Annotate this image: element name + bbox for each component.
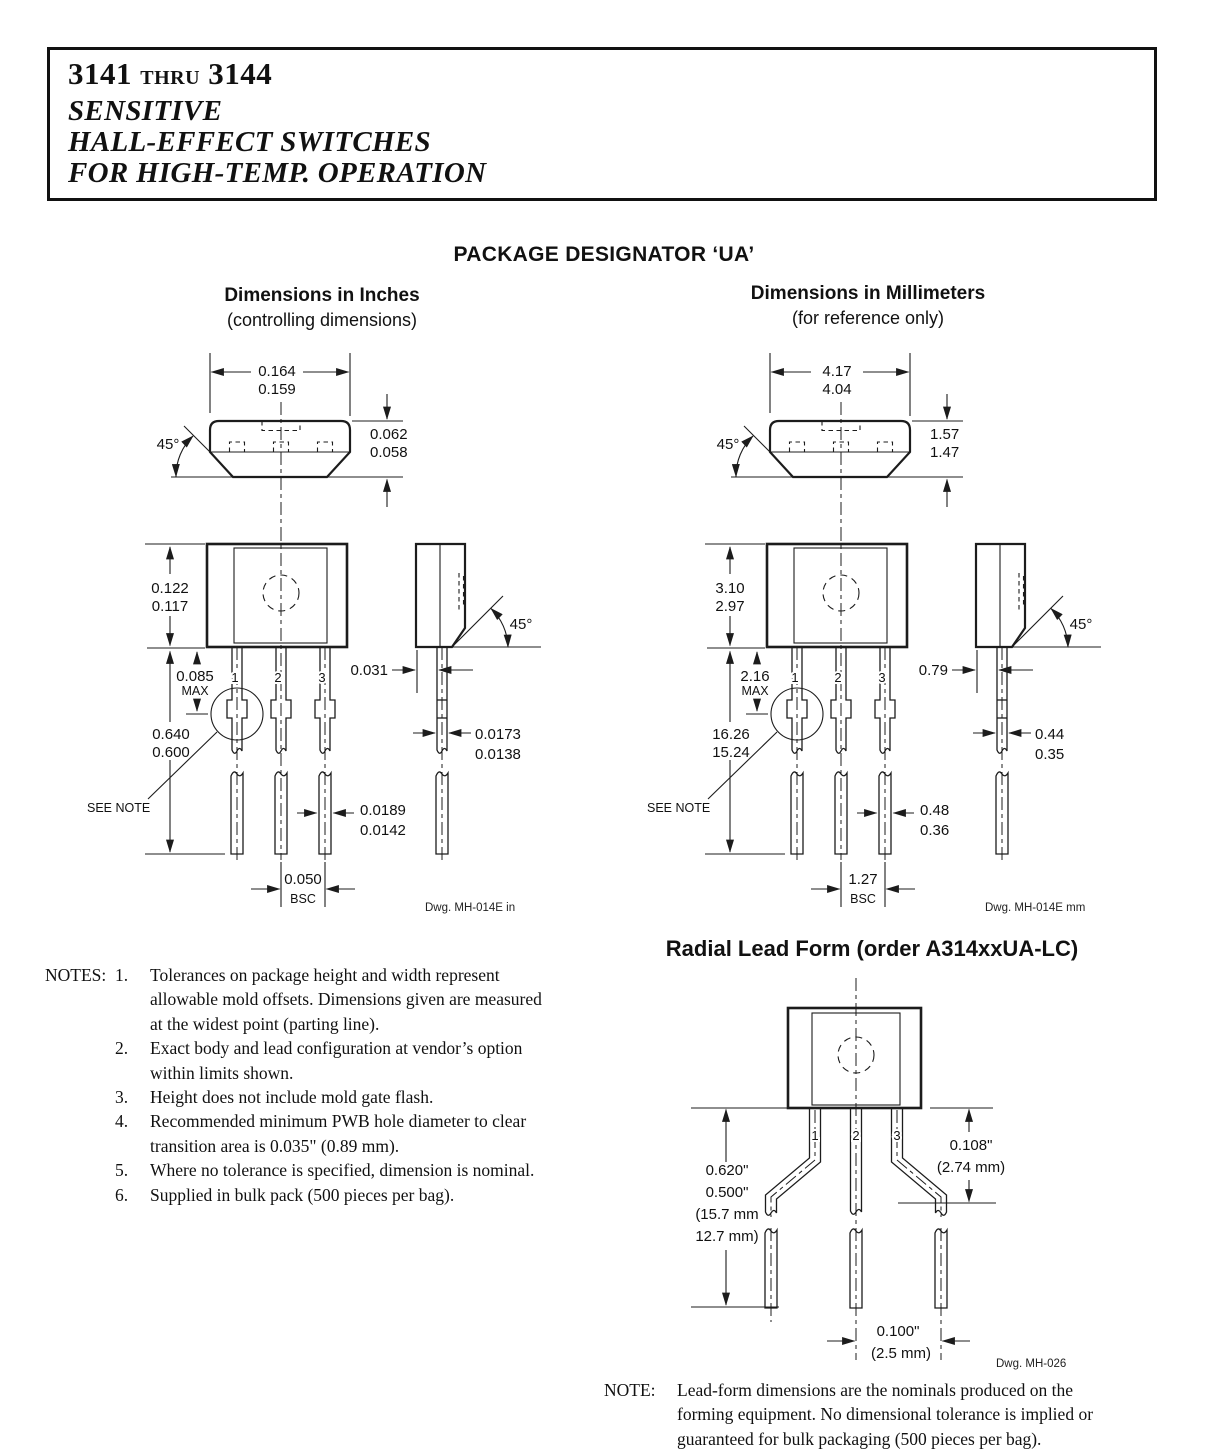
dim-lead-length-min: 0.600	[152, 744, 190, 761]
note-item	[115, 963, 615, 1036]
dim-lead-length-3: 12.7 mm)	[695, 1228, 759, 1245]
dim-width-min: 0.159	[258, 381, 296, 398]
dim-lead-width-min: 0.36	[920, 822, 950, 839]
package-drawing-inches	[75, 350, 555, 925]
dim-transition-max: MAX	[741, 684, 769, 698]
note-text: Where no tolerance is specified, dimension is nominal.	[150, 1160, 535, 1181]
lead1-hidden-mark	[790, 442, 805, 452]
drawing-number-label: Dwg. MH-026	[996, 1358, 1067, 1370]
dim-height-min: 0.117	[151, 598, 189, 615]
dim-transition-value: 0.085	[176, 668, 214, 685]
notes-label: NOTES:	[45, 965, 107, 985]
pin-3-label: 3	[878, 670, 886, 685]
dim-lead-width-max: 0.0189	[360, 802, 406, 819]
lead3-hidden-mark	[878, 442, 893, 452]
note-number: 1.	[115, 965, 129, 985]
dim-lead-length-2: (15.7 mm	[695, 1206, 759, 1223]
angle-arc	[1051, 609, 1068, 648]
inches-subtitle: (controlling dimensions)	[226, 310, 418, 330]
dim-width-min: 4.04	[822, 381, 852, 398]
notes-list	[115, 963, 615, 1207]
chamfer-extension-line	[452, 596, 503, 647]
part-range-start: 3141	[68, 56, 132, 91]
dim-thickness-min: 0.058	[370, 444, 408, 461]
dim-side-angle: 45°	[509, 616, 533, 633]
note-number: 6.	[115, 1184, 129, 1205]
package-top-outline	[210, 421, 350, 477]
note-item	[115, 1109, 615, 1158]
bottom-note	[604, 1378, 1124, 1451]
lead1-upper	[766, 1108, 821, 1215]
inches-title: Dimensions in Inches	[224, 285, 420, 306]
radial-lead-form-drawing	[660, 970, 1130, 1375]
dim-top-angle: 45°	[716, 436, 740, 453]
dim-thickness-max: 0.062	[370, 426, 408, 443]
note-number: 5.	[115, 1160, 129, 1181]
lead3-hidden-mark	[318, 442, 333, 452]
package-body-outline	[788, 1008, 921, 1108]
note-item	[115, 1085, 615, 1109]
note-text: Supplied in bulk pack (500 pieces per bag).	[150, 1184, 455, 1205]
front-view	[647, 528, 949, 907]
title-line-1: SENSITIVE	[68, 95, 223, 127]
dim-top-angle: 45°	[156, 436, 180, 453]
dim-side-angle: 45°	[1069, 616, 1093, 633]
pin-2-label: 2	[834, 670, 842, 685]
package-body-outline	[207, 544, 347, 647]
dim-pitch-value: 0.050	[284, 871, 322, 888]
dim-pitch-mm: (2.5 mm)	[871, 1345, 931, 1362]
see-note-label: SEE NOTE	[87, 801, 151, 815]
package-drawing-mm	[635, 350, 1115, 925]
dim-lead-thickness-max: 0.0173	[475, 726, 521, 743]
dim-lead-length-max: 0.640	[152, 726, 190, 743]
note-text: Exact body and lead configuration at vendor’s option within limits shown.	[150, 1038, 523, 1083]
inches-column-heading	[122, 285, 522, 331]
drawing-number-label: Dwg. MH-014E mm	[985, 902, 1086, 914]
section-title: PACKAGE DESIGNATOR ‘UA’	[453, 243, 755, 266]
note-number: 4.	[115, 1111, 129, 1132]
dim-lead-thickness-max: 0.44	[1035, 726, 1065, 743]
chamfer-extension-line	[1012, 596, 1063, 647]
drawing-number-label: Dwg. MH-014E in	[425, 902, 516, 914]
bottom-note-text: Lead-form dimensions are the nominals produced on the forming equipment. No dimensional tolerance is implied or guaranteed for bulk packaging (500 pieces per bag).	[677, 1380, 1094, 1449]
pin-1-label: 1	[791, 670, 799, 685]
top-view	[157, 353, 408, 528]
bottom-note-label: NOTE:	[604, 1380, 656, 1400]
dim-lead-offset: 0.79	[918, 662, 948, 679]
see-note-label: SEE NOTE	[647, 801, 711, 815]
note-item	[115, 1036, 615, 1085]
title-box	[47, 47, 1157, 201]
top-view	[717, 353, 963, 528]
angle-arc	[491, 609, 508, 648]
title-line-2: HALL-EFFECT SWITCHES	[68, 126, 431, 158]
mm-subtitle: (for reference only)	[791, 308, 945, 328]
note-number: 3.	[115, 1087, 129, 1108]
title-line-3: FOR HIGH-TEMP. OPERATION	[68, 157, 487, 189]
part-range	[68, 56, 1154, 96]
dim-lead-thickness-min: 0.0138	[475, 746, 521, 763]
dim-pitch-bsc: BSC	[290, 892, 316, 906]
lead3-centerline	[897, 1110, 941, 1217]
dim-thickness-min: 1.47	[930, 444, 960, 461]
note-number: 2.	[115, 1038, 129, 1059]
note-item	[115, 1158, 615, 1182]
note-text: Height does not include mold gate flash.	[150, 1087, 434, 1108]
dim-pitch-value: 1.27	[848, 871, 878, 888]
part-range-thru: THRU	[140, 67, 201, 89]
package-body-outline	[767, 544, 907, 647]
dim-lead-thickness-min: 0.35	[1035, 746, 1065, 763]
lead1-centerline	[771, 1110, 815, 1217]
dim-transition-max: MAX	[181, 684, 209, 698]
dim-width-max: 0.164	[258, 363, 296, 380]
dim-lead-length-min: 15.24	[712, 744, 750, 761]
dim-lead-offset: 0.031	[350, 662, 388, 679]
notes-section	[45, 963, 615, 1207]
dim-standoff-in: 0.108"	[949, 1137, 993, 1154]
dim-height-max: 3.10	[715, 580, 745, 597]
dim-height-max: 0.122	[151, 580, 189, 597]
pin-1-label: 1	[811, 1128, 819, 1143]
pin-3-label: 3	[893, 1128, 901, 1143]
pin-3-label: 3	[318, 670, 326, 685]
front-view	[87, 528, 406, 907]
dim-pitch-bsc: BSC	[850, 892, 876, 906]
dim-height-min: 2.97	[715, 598, 745, 615]
dim-lead-width-min: 0.0142	[360, 822, 406, 839]
dim-lead-length-0: 0.620"	[705, 1162, 749, 1179]
pin-2-label: 2	[852, 1128, 860, 1143]
radial-lead-form-title: Radial Lead Form (order A314xxUA-LC)	[665, 936, 1079, 961]
note-text: Recommended minimum PWB hole diameter to clear transition area is 0.035" (0.89 mm).	[150, 1111, 527, 1156]
note-item	[115, 1183, 615, 1207]
dim-width-max: 4.17	[822, 363, 852, 380]
dim-lead-width-max: 0.48	[920, 802, 950, 819]
mm-title: Dimensions in Millimeters	[750, 283, 986, 304]
dim-lead-length-max: 16.26	[712, 726, 750, 743]
pin-1-label: 1	[231, 670, 239, 685]
dim-lead-length-1: 0.500"	[705, 1184, 749, 1201]
pin-2-label: 2	[274, 670, 282, 685]
dim-standoff-mm: (2.74 mm)	[936, 1159, 1006, 1176]
dim-thickness-max: 1.57	[930, 426, 960, 443]
part-range-end: 3144	[208, 56, 273, 91]
mm-column-heading	[668, 283, 1068, 329]
dim-transition-value: 2.16	[740, 668, 770, 685]
lead1-hidden-mark	[230, 442, 245, 452]
note-text: Tolerances on package height and width represent allowable mold offsets. Dimensions given are measured at the widest point (parting line).	[150, 965, 542, 1034]
package-top-outline	[770, 421, 910, 477]
dim-pitch-in: 0.100"	[876, 1323, 920, 1340]
